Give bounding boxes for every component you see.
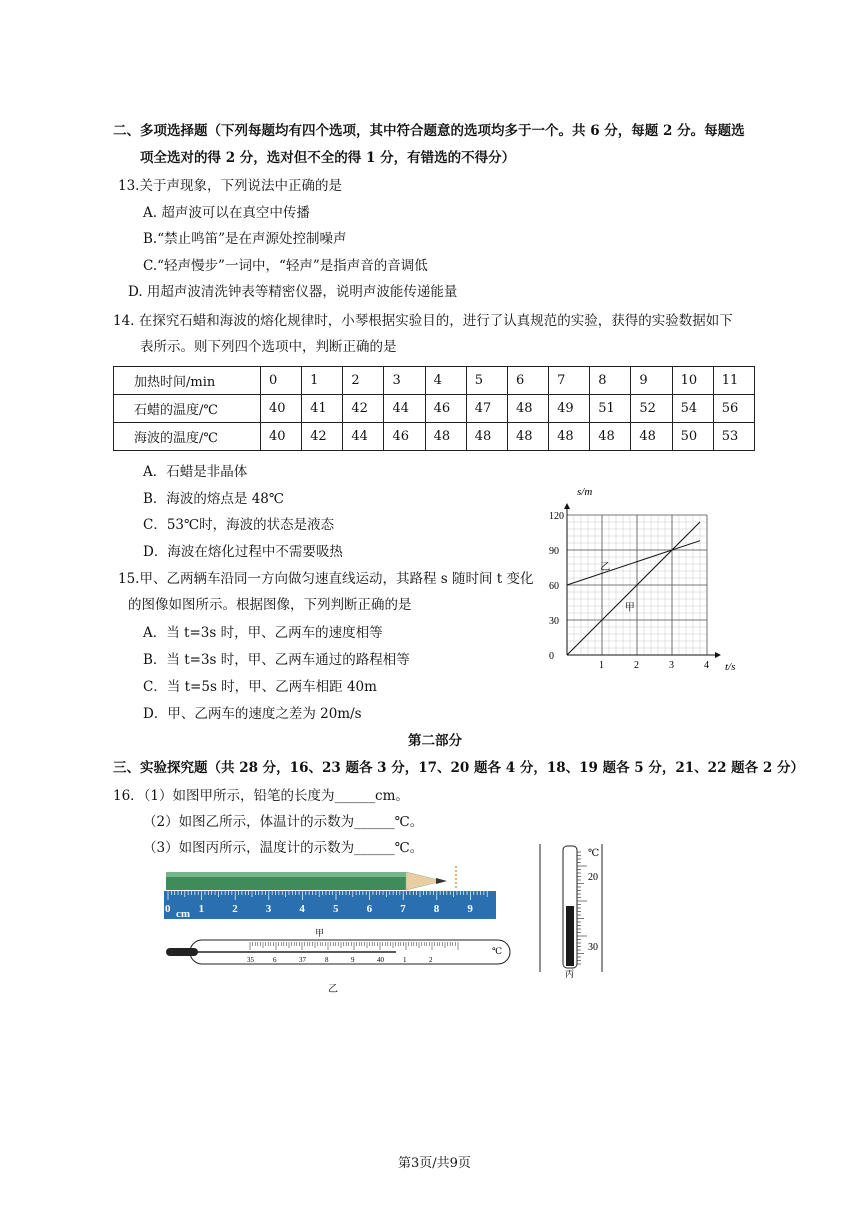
- thermometer-number: 35: [247, 956, 254, 964]
- vert-thermometer-liquid: [566, 906, 574, 966]
- figure-yi-label: 乙: [328, 984, 338, 995]
- table-cell: 9: [631, 367, 672, 395]
- table-cell: 8: [590, 367, 631, 395]
- y-tick-label: 30: [549, 616, 559, 627]
- y-tick-label: 0: [549, 651, 554, 662]
- vert-thermometer-ticks: [577, 852, 587, 964]
- q16-item-1: 16．（1）如图甲所示，铅笔的长度为______cm。: [113, 788, 409, 804]
- q13-stem: 13.关于声现象，下列说法中正确的是: [118, 178, 342, 194]
- table-row: [114, 367, 755, 395]
- table-cell: 49: [549, 395, 590, 423]
- table-cell: 40: [261, 395, 302, 423]
- figure-yi-thermometer: [160, 924, 520, 972]
- table-cell: 石蜡的温度/℃: [114, 395, 261, 423]
- thermometer-ticks: [247, 942, 458, 964]
- ruler-number: 6: [366, 903, 373, 915]
- table-cell: 48: [507, 423, 548, 451]
- figure-jia-ruler: [160, 862, 500, 922]
- ruler-unit: cm: [176, 908, 191, 920]
- vert-tick-label-30: 30: [588, 942, 598, 953]
- table-cell: 3: [384, 367, 425, 395]
- table-cell: 42: [343, 395, 384, 423]
- table-cell: 1: [302, 367, 343, 395]
- table-cell: 0: [261, 367, 302, 395]
- table-cell: 48: [425, 423, 466, 451]
- q15-option-b: B．当 t=3s 时，甲、乙两车通过的路程相等: [143, 652, 410, 668]
- q13-option-b: B.“禁止鸣笛”是在声源处控制噪声: [143, 231, 347, 247]
- q14-stem-line1: 14. 在探究石蜡和海波的熔化规律时，小琴根据实验目的，进行了认真规范的实验，获得的实验数据如下: [113, 313, 733, 329]
- figure-bing-label: 丙: [565, 969, 575, 979]
- q13-option-d: D. 用超声波清洗钟表等精密仪器，说明声波能传递能量: [128, 284, 458, 300]
- table-cell: 48: [549, 423, 590, 451]
- series-line-乙: [567, 541, 700, 585]
- x-tick-label: 4: [704, 660, 709, 671]
- table-cell: 10: [672, 367, 713, 395]
- x-axis-arrow: [715, 652, 721, 658]
- y-axis-arrow: [564, 503, 570, 509]
- q14-data-table: [113, 366, 755, 451]
- pencil-lead: [436, 878, 447, 884]
- q15-stem-line2: 的图像如图所示。根据图像，下列判断正确的是: [128, 597, 412, 613]
- thermometer-number: 40: [377, 956, 384, 964]
- q14-option-b: B．海波的熔点是 48℃: [143, 491, 284, 507]
- q16-item-2: （2）如图乙所示，体温计的示数为______℃。: [143, 814, 424, 830]
- table-cell: 53: [713, 423, 754, 451]
- part2-title: 第二部分: [408, 733, 462, 749]
- table-row: [114, 395, 755, 423]
- table-cell: 6: [507, 367, 548, 395]
- q15-st-chart: [535, 480, 745, 675]
- table-cell: 加热时间/min: [114, 367, 261, 395]
- chart-ticks: [549, 511, 709, 671]
- ruler-number: 9: [467, 903, 473, 915]
- thermometer-unit: ℃: [492, 946, 503, 956]
- q15-option-c: C．当 t=5s 时，甲、乙两车相距 40m: [143, 679, 377, 695]
- table-cell: 52: [631, 395, 672, 423]
- q16-item-3: （3）如图丙所示，温度计的示数为______℃。: [143, 840, 424, 856]
- ruler-number: 5: [333, 903, 339, 915]
- table-cell: 48: [507, 395, 548, 423]
- table-cell: 48: [590, 423, 631, 451]
- x-tick-label: 3: [669, 660, 674, 671]
- page-number: 第3页/共9页: [398, 1156, 471, 1171]
- section2-title-line2: 项全选对的得 2 分，选对但不全的得 1 分，有错选的不得分）: [140, 150, 516, 166]
- ruler-number: 0: [165, 903, 171, 915]
- series-label-乙: 乙: [600, 561, 611, 573]
- table-cell: 海波的温度/℃: [114, 423, 261, 451]
- thermometer-bulb: [166, 948, 198, 956]
- figure-bing-thermometer: [536, 842, 616, 980]
- y-axis-label: s/m: [577, 486, 593, 498]
- q14-option-c: C．53℃时，海波的状态是液态: [143, 517, 335, 533]
- x-tick-label: 1: [599, 660, 604, 671]
- table-cell: 11: [713, 367, 754, 395]
- table-cell: 4: [425, 367, 466, 395]
- q13-option-c: C.“轻声慢步”一词中，“轻声”是指声音的音调低: [143, 258, 428, 274]
- vert-tick-label-20: 20: [588, 872, 598, 883]
- table-cell: 47: [466, 395, 507, 423]
- table-cell: 44: [343, 423, 384, 451]
- q14-option-a: A．石蜡是非晶体: [143, 464, 248, 480]
- vert-thermometer-unit: ℃: [588, 848, 600, 859]
- y-tick-label: 120: [549, 511, 564, 522]
- table-cell: 46: [425, 395, 466, 423]
- series-label-甲: 甲: [624, 602, 635, 614]
- x-axis-label: t/s: [725, 661, 736, 673]
- ruler-body: [164, 891, 496, 919]
- q15-option-a: A．当 t=3s 时，甲、乙两车的速度相等: [143, 625, 383, 641]
- chart-series: [567, 522, 700, 655]
- q13-option-a: A. 超声波可以在真空中传播: [143, 205, 310, 221]
- table-cell: 48: [466, 423, 507, 451]
- table-row: [114, 423, 755, 451]
- ruler-number: 7: [400, 903, 406, 915]
- table-cell: 44: [384, 395, 425, 423]
- y-tick-label: 90: [549, 546, 559, 557]
- table-cell: 41: [302, 395, 343, 423]
- section3-title: 三、实验探究题（共 28 分，16、23 题各 3 分，17、20 题各 4 分，18、19 题各 5 分，21、22 题各 2 分）: [113, 760, 804, 776]
- table-cell: 54: [672, 395, 713, 423]
- table-cell: 56: [713, 395, 754, 423]
- q15-stem-line1: 15.甲、乙两辆车沿同一方向做匀速直线运动，其路程 s 随时间 t 变化: [118, 571, 534, 587]
- table-cell: 50: [672, 423, 713, 451]
- x-tick-label: 2: [634, 660, 639, 671]
- thermometer-number: 2: [429, 956, 433, 964]
- table-cell: 40: [261, 423, 302, 451]
- table-cell: 7: [549, 367, 590, 395]
- series-line-甲: [567, 522, 700, 655]
- table-cell: 46: [384, 423, 425, 451]
- thermometer-number: 37: [299, 956, 306, 964]
- thermometer-number: 8: [325, 956, 329, 964]
- ruler-number: 8: [433, 903, 440, 915]
- table-cell: 48: [631, 423, 672, 451]
- thermometer-number: 6: [273, 956, 277, 964]
- q14-option-d: D．海波在熔化过程中不需要吸热: [143, 544, 343, 560]
- table-cell: 51: [590, 395, 631, 423]
- table-cell: 2: [343, 367, 384, 395]
- figure-jia-label: 甲: [315, 928, 325, 938]
- section2-title-line1: 二、多项选择题（下列每题均有四个选项，其中符合题意的选项均多于一个。共 6 分，每题 2 分。每题选: [113, 123, 745, 139]
- q15-option-d: D．甲、乙两车的速度之差为 20m/s: [143, 706, 362, 722]
- ruler-number: 4: [299, 903, 305, 915]
- pencil-highlight: [166, 872, 406, 877]
- q14-stem-line2: 表所示。则下列四个选项中，判断正确的是: [140, 339, 397, 355]
- ruler-number: 2: [232, 903, 238, 915]
- ruler-number: 1: [198, 903, 205, 915]
- thermometer-number: 9: [351, 956, 355, 964]
- ruler-number: 3: [265, 903, 272, 915]
- thermometer-number: 1: [403, 956, 407, 964]
- table-cell: 5: [466, 367, 507, 395]
- table-cell: 42: [302, 423, 343, 451]
- y-tick-label: 60: [549, 581, 559, 592]
